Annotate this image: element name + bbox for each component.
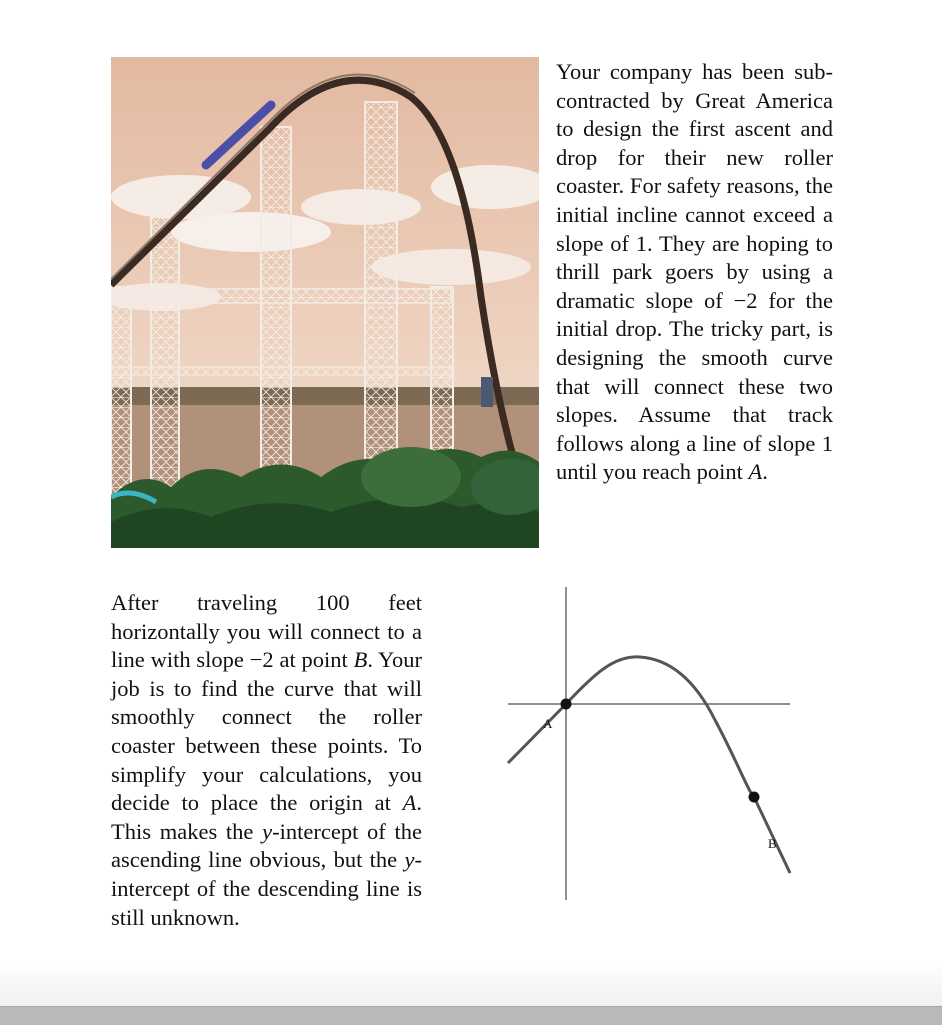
text-segment: -intercept of the ascending line obvious, but the bbox=[111, 818, 422, 873]
text-segment: A bbox=[748, 459, 763, 485]
text-segment: A bbox=[402, 790, 417, 816]
horizontal-scrollbar[interactable] bbox=[0, 1006, 942, 1025]
task-paragraph bbox=[111, 589, 422, 932]
point-b-marker bbox=[749, 792, 760, 803]
roller-coaster-photo bbox=[111, 57, 539, 548]
point-a-label: A bbox=[543, 716, 553, 731]
text-segment: Your company has been sub-contracted by Great America to design the first ascent and drop for their new roller coaster. For safety reasons, the initial incline cannot exceed a slope of 1. They are hoping to thrill park goers by using a dramatic slope of −2 for the initial drop. The tricky part, is designing the smooth curve that will connect these two slopes. Assume that track follows along a line of slope 1 until you reach point bbox=[556, 59, 833, 485]
text-segment: y bbox=[404, 847, 415, 873]
intro-paragraph bbox=[556, 58, 833, 487]
coaster-diagram bbox=[500, 585, 800, 905]
text-segment: . bbox=[762, 459, 768, 485]
text-segment: . This makes the bbox=[111, 790, 422, 844]
text-segment: -intercept of the descending line is still unknown. bbox=[111, 847, 422, 930]
coaster-curve bbox=[508, 657, 790, 873]
point-b-label: B bbox=[768, 836, 777, 851]
text-segment: After traveling 100 feet horizontally you will connect to a line with slope −2 at point bbox=[111, 590, 422, 673]
text-segment: . Your job is to find the curve that will smoothly connect the roller coaster between these points. To simplify your calculations, you decide to place the origin at bbox=[111, 647, 422, 816]
point-a-marker bbox=[561, 699, 572, 710]
text-segment: y bbox=[262, 818, 273, 844]
text-segment: B bbox=[353, 647, 368, 673]
page-bottom-shade bbox=[0, 960, 942, 1006]
